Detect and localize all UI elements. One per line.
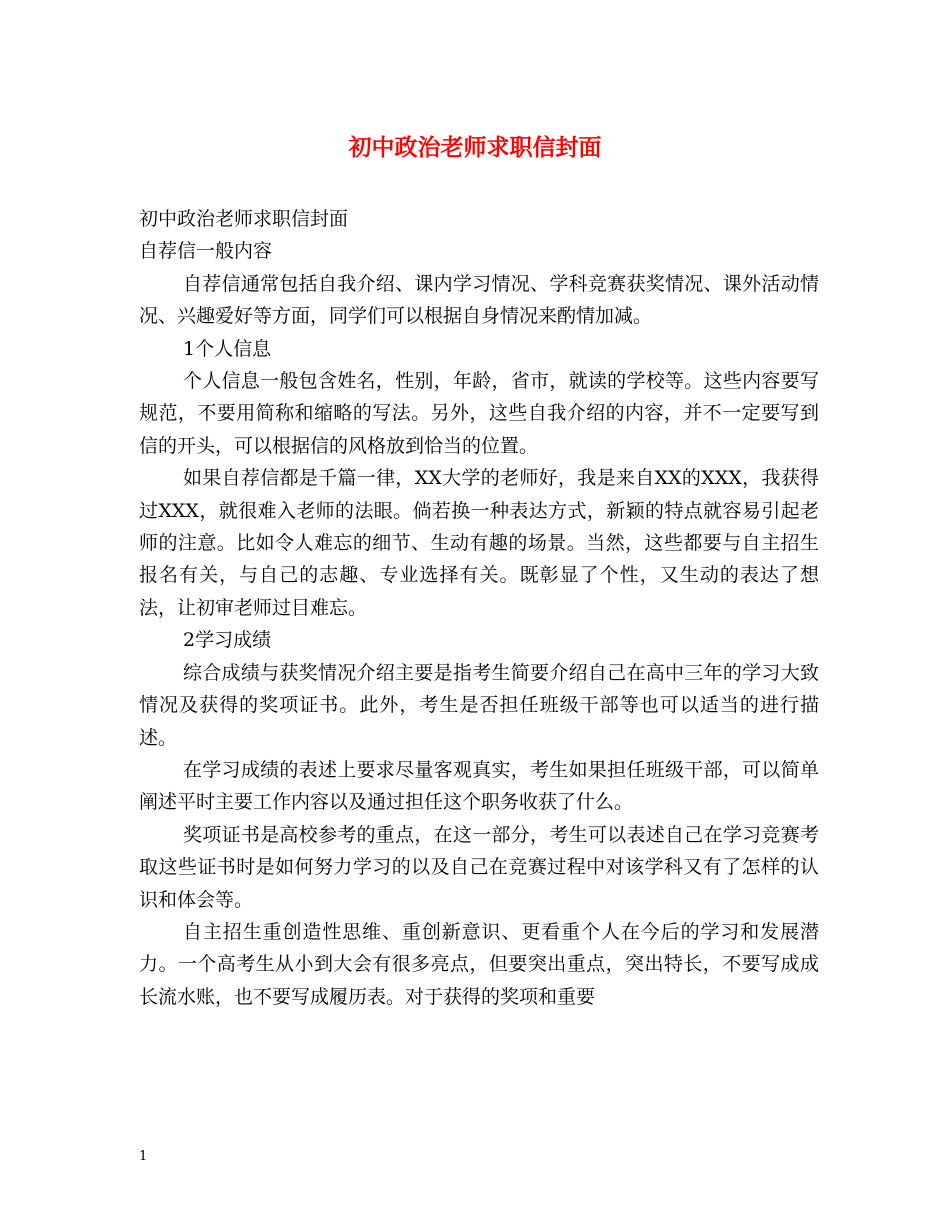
- paragraph-subheading: 自荐信一般内容: [139, 240, 273, 263]
- page-number: 1: [139, 1149, 148, 1164]
- paragraph: 自主招生重创造性思维、重创新意识、更看重个人在今后的学习和发展潜力。一个高考生从小到大会有很多亮点，但要突出重点，突出特长，不要写成成长流水账，也不要写成履历表。对于获得的奖项和重要: [139, 920, 819, 1008]
- document-body: [139, 203, 819, 1013]
- section-heading-academic-performance: 2学习成绩: [183, 629, 272, 652]
- paragraph: 如果自荐信都是千篇一律，XX大学的老师好，我是来自XX的XXX，我获得过XXX，就很难入老师的法眼。倘若换一种表达方式，新颖的特点就容易引起老师的注意。比如令人难忘的细节、生动有趣的场景。当然，这些都要与自主招生报名有关，与自己的志趣、专业选择有关。既彰显了个性，又生动的表达了想法，让初审老师过目难忘。: [139, 467, 819, 619]
- paragraph: 综合成绩与获奖情况介绍主要是指考生简要介绍自己在高中三年的学习大致情况及获得的奖项证书。此外，考生是否担任班级干部等也可以适当的进行描述。: [139, 661, 819, 749]
- paragraph: 自荐信通常包括自我介绍、课内学习情况、学科竞赛获奖情况、课外活动情况、兴趣爱好等方面，同学们可以根据自身情况来酌情加减。: [139, 272, 819, 328]
- document-title: 初中政治老师求职信封面: [348, 134, 602, 161]
- paragraph: 个人信息一般包含姓名，性别，年龄，省市，就读的学校等。这些内容要写规范，不要用简称和缩略的写法。另外，这些自我介绍的内容，并不一定要写到信的开头，可以根据信的风格放到恰当的位置。: [139, 370, 819, 457]
- paragraph: 在学习成绩的表述上要求尽量客观真实，考生如果担任班级干部，可以简单阐述平时主要工作内容以及通过担任这个职务收获了什么。: [139, 758, 819, 814]
- section-heading-personal-info: 1个人信息: [183, 337, 272, 360]
- paragraph: 奖项证书是高校参考的重点，在这一部分，考生可以表述自己在学习竞赛考取这些证书时是如何努力学习的以及自己在竞赛过程中对该学科又有了怎样的认识和体会等。: [139, 823, 819, 911]
- paragraph-heading: 初中政治老师求职信封面: [139, 208, 349, 230]
